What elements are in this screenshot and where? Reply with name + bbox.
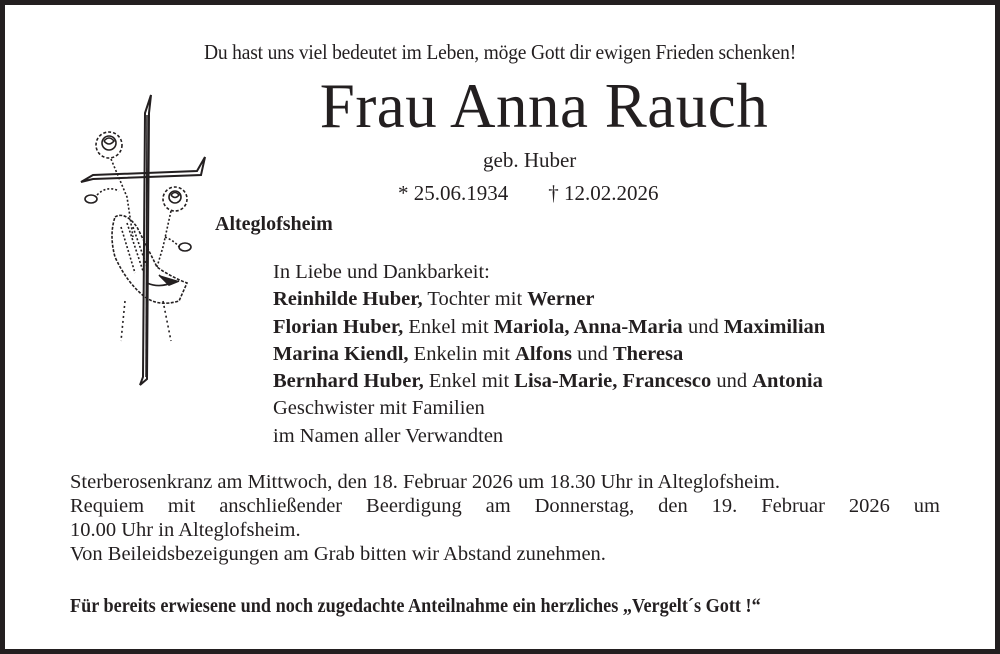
mourner-partner: Theresa: [613, 342, 684, 365]
mourner-partner: Lisa-Marie, Francesco: [514, 370, 712, 393]
service-info: [70, 470, 940, 566]
mourner-name: Marina Kiendl,: [273, 342, 409, 365]
life-dates: [398, 181, 659, 206]
mourner-line: [273, 286, 825, 313]
obituary-notice: [5, 5, 995, 649]
mourner-name: Bernhard Huber,: [273, 370, 424, 393]
siblings-line: Geschwister mit Familien: [273, 397, 485, 420]
mourner-line: [273, 368, 825, 395]
deceased-name: Frau Anna Rauch: [319, 71, 769, 141]
requiem-info-line1: Requiem mit anschließender Beerdigung am Donnerstag, den 19. Februar 2026 um: [70, 495, 940, 517]
death-date: † 12.02.2026: [548, 181, 659, 205]
mourner-partner: Antonia: [752, 370, 823, 393]
mourner-partner: Alfons: [515, 342, 572, 365]
mourner-partner: Mariola, Anna-Maria: [493, 315, 683, 338]
mourner-name: Reinhilde Huber,: [273, 288, 423, 311]
relatives-line: im Namen aller Verwandten: [273, 424, 504, 447]
mourner-partner: Werner: [527, 288, 595, 311]
mourner-relation: Tochter mit: [422, 288, 528, 311]
conjunction: und: [711, 370, 753, 393]
birth-name: geb. Huber: [483, 148, 577, 172]
mourners-list: [273, 259, 825, 450]
condolences-note: Von Beileidsbezeigungen am Grab bitten wir Abstand zunehmen.: [70, 543, 606, 565]
mourner-relation: Enkel mit: [403, 315, 494, 338]
requiem-info-line2: 10.00 Uhr in Alteglofsheim.: [70, 519, 301, 541]
mourner-line: [273, 314, 825, 341]
mourner-name: Florian Huber,: [273, 315, 404, 338]
mourner-relation: Enkelin mit: [408, 342, 516, 365]
motto: Du hast uns viel bedeutet im Leben, möge Gott dir ewigen Frieden schenken!: [203, 40, 797, 64]
birth-date: * 25.06.1934: [398, 181, 509, 205]
mourner-relation: Enkel mit: [423, 370, 515, 393]
mourner-partner: Maximilian: [723, 315, 826, 338]
rosary-info: Sterberosenkranz am Mittwoch, den 18. Februar 2026 um 18.30 Uhr in Alteglofsheim.: [70, 471, 780, 493]
family-intro: In Liebe und Dankbarkeit:: [273, 261, 490, 283]
hometown: Alteglofsheim: [215, 213, 333, 235]
thanks-note: Für bereits erwiesene und noch zugedachte Anteilnahme ein herzliches „Vergelt´s Gott !“: [70, 595, 761, 617]
conjunction: und: [572, 342, 613, 365]
conjunction: und: [682, 315, 724, 338]
mourner-line: [273, 341, 825, 368]
